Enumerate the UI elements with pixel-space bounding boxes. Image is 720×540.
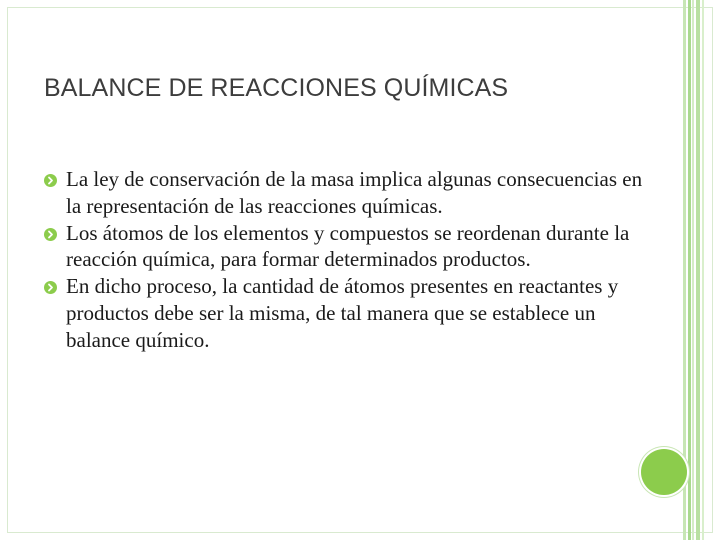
decorative-stripe <box>688 0 691 540</box>
decorative-stripe <box>702 0 704 540</box>
circle-chevron-icon <box>44 228 57 241</box>
bullet-item <box>44 166 644 220</box>
decorative-stripe <box>692 0 694 540</box>
bullet-list <box>44 166 644 354</box>
bullet-item <box>44 273 644 353</box>
circle-chevron-icon <box>44 281 57 294</box>
circle-chevron-icon <box>44 174 57 187</box>
bullet-text: En dicho proceso, la cantidad de átomos presentes en reactantes y productos debe ser la misma, de tal manera que se establece un balance químico. <box>66 274 619 352</box>
bullet-text: La ley de conservación de la masa implica algunas consecuencias en la representación de las reacciones químicas. <box>66 167 643 218</box>
slide-title: BALANCE DE REACCIONES QUÍMICAS <box>44 74 509 102</box>
bullet-text: Los átomos de los elementos y compuestos se reordenan durante la reacción química, para formar determinados productos. <box>66 220 630 272</box>
bullet-item <box>44 220 644 274</box>
decorative-stripe <box>696 0 700 540</box>
green-circle-decoration <box>641 449 687 495</box>
